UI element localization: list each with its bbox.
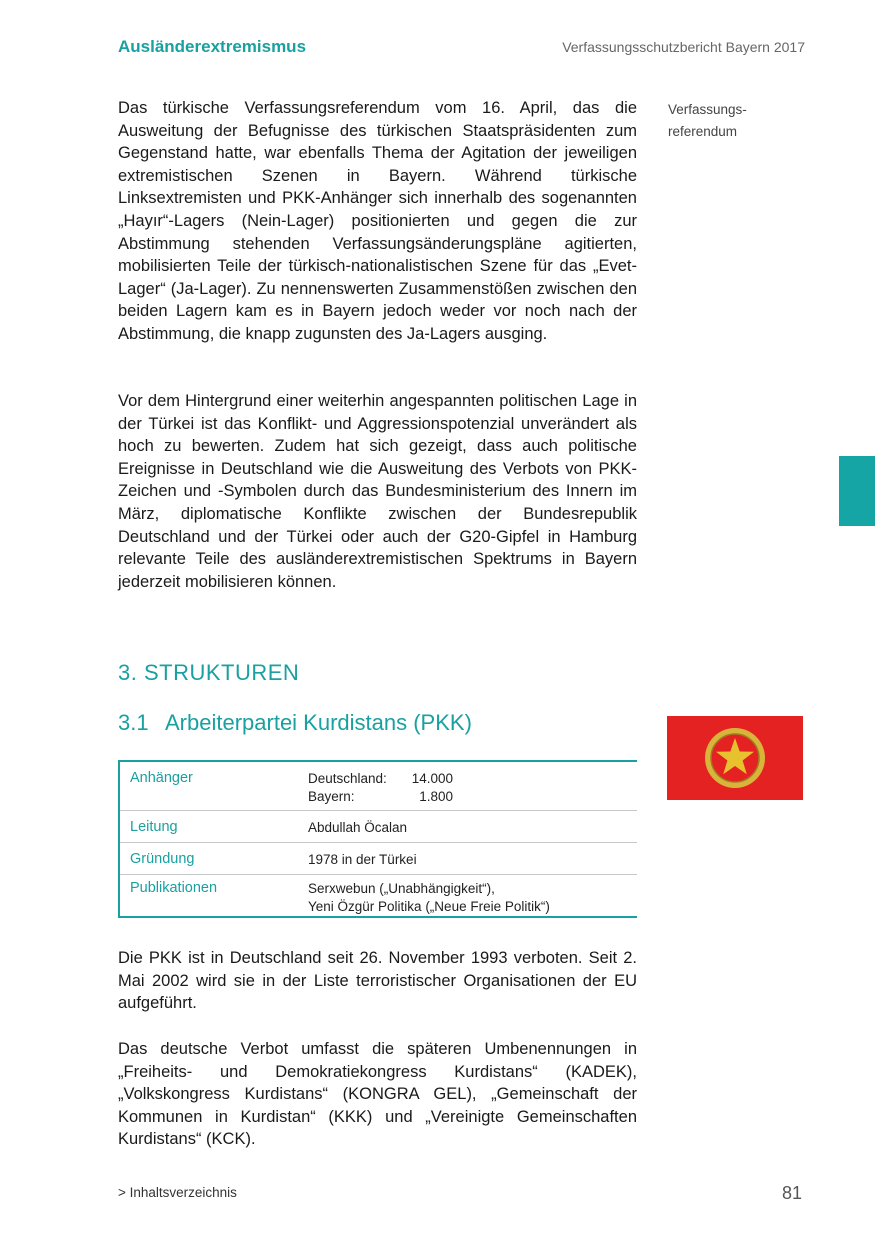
paragraph-referendum: Das türkische Verfassungsreferendum vom 16. April, das die Ausweitung der Befugnisse des türkischen Staatspräsidenten zum Gegenstand hatte, war ebenfalls Thema der Agitation der jeweiligen extremistischen Szenen in Bayern. Während türkische Linksextremisten und PKK-Anhänger sich innerhalb des sogenannten „Hayır“-Lagers (Nein-Lager) positionierten und gegen die zur Abstimmung stehenden Verfassungsänderungspläne agitierten, mobilisierten Teile der türkisch-nationalistischen Szene für das „Evet-Lager“ (Ja-Lager). Zu nennenswerten Zusammenstößen zwischen den beiden Lagern kam es in Bayern jedoch weder vor noch nach der Abstimmung, die knapp zugunsten des Ja-Lagers ausging. [118, 99, 637, 343]
info-row-leadership [120, 811, 637, 843]
pkk-flag [667, 716, 803, 800]
info-value-supporters [308, 770, 453, 806]
info-row-supporters [120, 762, 637, 811]
margin-note-line-2: referendum [668, 124, 738, 139]
table-of-contents-link[interactable]: > Inhaltsverzeichnis [118, 1185, 237, 1200]
section-title: Arbeiterpartei Kurdistans (PKK) [165, 710, 472, 735]
chapter-thumb-tab [839, 456, 875, 526]
info-label-publications: Publikationen [130, 880, 218, 896]
info-label-founding: Gründung [130, 851, 195, 867]
paragraph-ban-scope: Das deutsche Verbot umfasst die späteren Umbenennungen in „Freiheits- und Demokratiekongress Kurdistans“ (KADEK), „Volkskongress Kurdistans“ (KONGRA GEL), „Gemeinschaft der Kommunen in Kurdistan“ (KKK) und „Vereinigte Gemeinschaften Kurdistans“ (KCK). [118, 1040, 637, 1149]
paragraph-pkk-ban: Die PKK ist in Deutschland seit 26. November 1993 verboten. Seit 2. Mai 2002 wird sie in der Liste terroristischer Organisationen der EU aufgeführt. [118, 949, 637, 1013]
pkk-flag-emblem-icon [667, 716, 803, 800]
germany-label: Deutschland: [308, 771, 387, 786]
info-label-supporters: Anhänger [130, 770, 193, 786]
paragraph-conflict-potential: Vor dem Hintergrund einer weiterhin angespannten politischen Lage in der Türkei ist das Konflikt- und Aggressionspotenzial unverändert als hoch zu bewerten. Zudem hat sich gezeigt, dass auch politische Ereignisse in Deutschland wie die Ausweitung des Verbots von PKK-Zeichen und -Symbolen durch das Bundesministerium des Innern im März, diplomatische Konflikte zwischen der Bundesrepublik Deutschland und der Türkei oder auch der G20-Gipfel in Hamburg relevante Teile des ausländerextremistischen Spektrums in Bayern jederzeit mobilisieren können. [118, 392, 637, 591]
germany-value: 14.000 [411, 771, 453, 786]
bavaria-value: 1.800 [419, 789, 453, 804]
running-header-section: Ausländerextremismus [118, 37, 307, 56]
pkk-info-box [118, 760, 637, 918]
chapter-heading: 3. STRUKTUREN [118, 660, 300, 685]
margin-note-line-1: Verfassungs- [668, 102, 747, 117]
publication-2: Yeni Özgür Politika („Neue Freie Politik“) [308, 899, 550, 914]
info-value-publications [308, 880, 550, 916]
section-number: 3.1 [118, 710, 149, 735]
info-row-founding [120, 843, 637, 875]
page-number: 81 [781, 1183, 802, 1203]
info-value-founding: 1978 in der Türkei [308, 852, 417, 867]
info-label-leadership: Leitung [130, 819, 178, 835]
bavaria-label: Bayern: [308, 789, 355, 804]
info-value-leadership: Abdullah Öcalan [308, 820, 408, 835]
publication-1: Serxwebun („Unabhängigkeit“), [308, 881, 495, 896]
margin-note [668, 99, 788, 143]
section-heading [118, 710, 472, 736]
info-row-publications [120, 875, 637, 919]
running-header-report-title: Verfassungsschutzbericht Bayern 2017 [562, 39, 805, 55]
